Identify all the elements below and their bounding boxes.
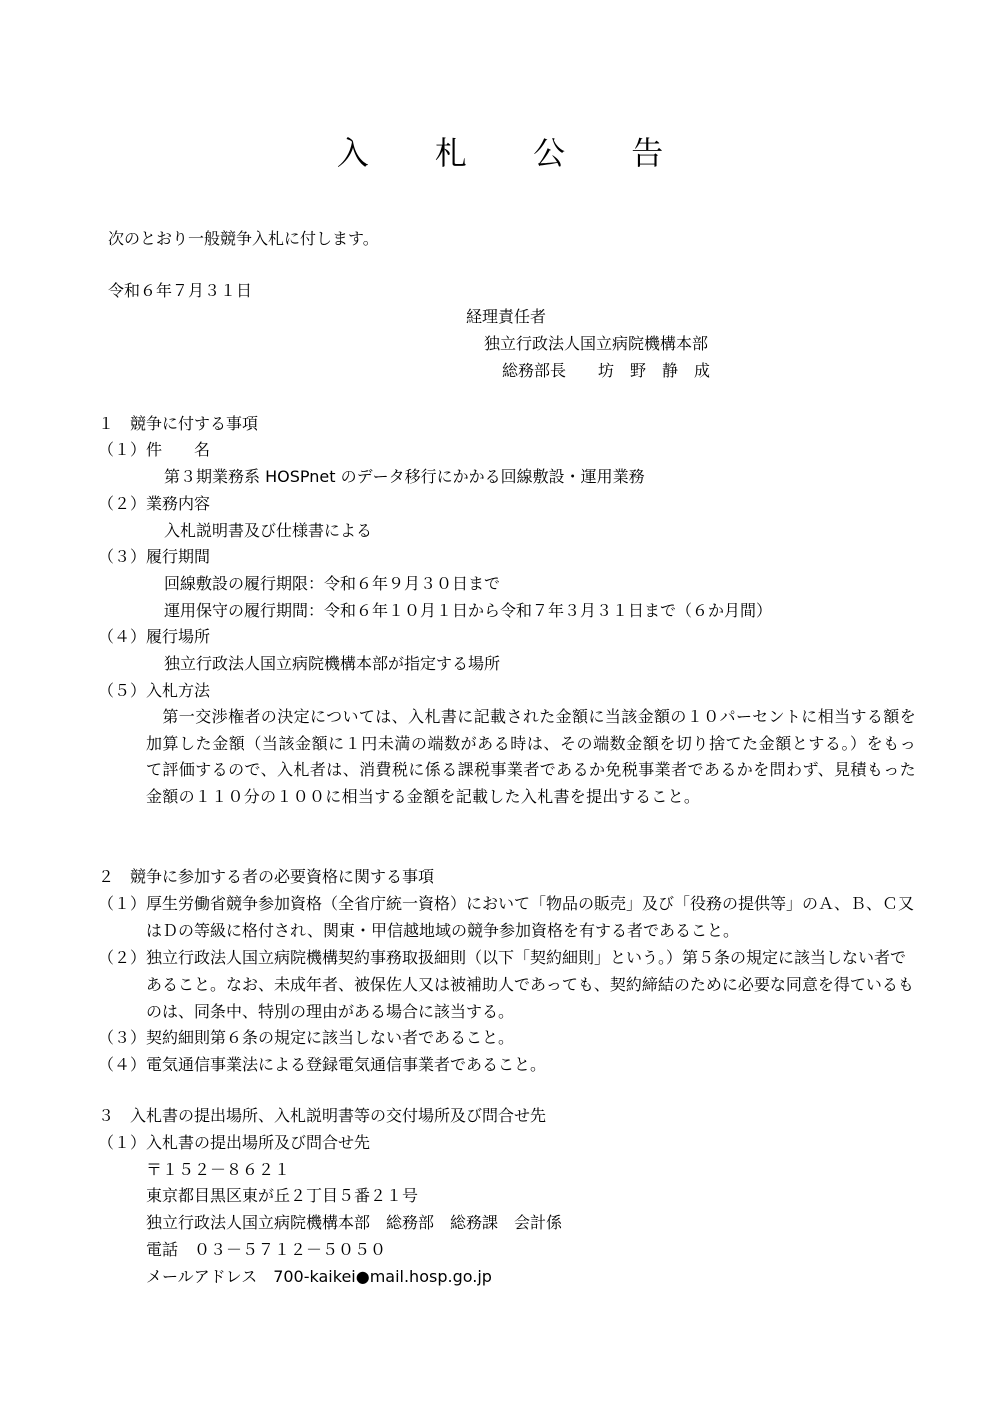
item-label: （１）件 名 [98,440,211,459]
list-item-number: （２） [98,948,147,967]
item-label: （４）履行場所 [98,627,211,646]
section1-heading: １ 競争に付する事項 [98,414,259,433]
list-item-text: 厚生労働省競争参加資格（全省庁統一資格）において「物品の販売」及び「役務の提供等」のＡ、Ｂ、Ｃ又はＤの等級に格付され、関東・甲信越地域の競争参加資格を有する者であること。 [146,894,915,940]
item-value: 第３期業務系 HOSPnet のデータ移行にかかる回線敷設・運用業務 [164,467,645,486]
intro-text: 次のとおり一般競争入札に付します。 [108,229,379,248]
issuer-name: 総務部長 坊 野 静 成 [502,361,711,380]
item-value: 回線敷設の履行期限：令和６年９月３０日まで [164,574,501,593]
list-item-number: （３） [98,1028,147,1047]
section3-heading: ３ 入札書の提出場所、入札説明書等の交付場所及び問合せ先 [98,1106,547,1125]
phone-number: 電話 ０３－５７１２－５０５０ [146,1240,387,1259]
list-item-number: （４） [98,1055,147,1074]
postal-code: 〒１５２－８６２１ [146,1160,291,1179]
list-item-text: 電気通信事業法による登録電気通信事業者であること。 [146,1055,547,1074]
bidding-method-paragraph: 第一交渉権者の決定については、入札書に記載された金額に当該金額の１０パーセントに相当する額を加算した金額（当該金額に１円未満の端数がある時は、その端数金額を切り捨てた金額とする。）をもって評価するので、入札者は、消費税に係る課税事業者であるか免税事業者であるかを問わず、見積もった金額の１１０分の１００に相当する金額を記載した入札書を提出すること。 [146,707,916,806]
email-address: メールアドレス 700-kaikei●mail.hosp.go.jp [146,1267,492,1286]
item-label: （５）入札方法 [98,681,211,700]
section2-heading: ２ 競争に参加する者の必要資格に関する事項 [98,867,435,886]
list-item [98,944,916,1025]
notice-date: 令和６年７月３１日 [108,281,253,300]
list-item-number: （１） [98,894,147,913]
address: 東京都目黒区東が丘２丁目５番２１号 [146,1186,419,1205]
item-label: （２）業務内容 [98,494,211,513]
section3-subheading: （１）入札書の提出場所及び問合せ先 [98,1133,371,1152]
list-item [98,1051,916,1078]
issuer-org: 独立行政法人国立病院機構本部 [484,334,709,353]
item-value: 入札説明書及び仕様書による [164,521,373,540]
item-value: 独立行政法人国立病院機構本部が指定する場所 [164,654,501,673]
issuer-role: 経理責任者 [466,307,547,326]
item-value: 運用保守の履行期間：令和６年１０月１日から令和７年３月３１日まで（６か月間） [164,601,773,620]
list-item [98,890,916,944]
item-label: （３）履行期間 [98,547,211,566]
list-item-text: 契約細則第６条の規定に該当しない者であること。 [146,1028,515,1047]
list-item-text: 独立行政法人国立病院機構契約事務取扱細則（以下「契約細則」という。）第５条の規定に該当しない者であること。なお、未成年者、被保佐人又は被補助人であっても、契約締結のために必要な同意を得ているものは、同条中、特別の理由がある場合に該当する。 [146,948,914,1021]
page-title: 入 札 公 告 [336,134,692,172]
department: 独立行政法人国立病院機構本部 総務部 総務課 会計係 [146,1213,563,1232]
list-item [98,1024,916,1051]
